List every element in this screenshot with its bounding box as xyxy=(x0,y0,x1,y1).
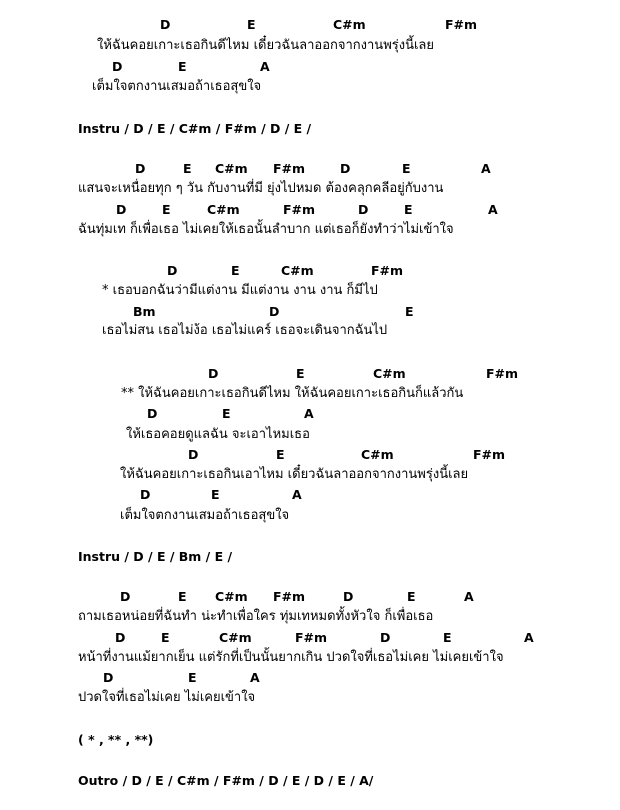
chord-label: E xyxy=(404,202,413,217)
chord-label: E xyxy=(188,670,197,685)
chord-label: E xyxy=(443,630,452,645)
chord-label: D xyxy=(340,161,351,176)
section-label: Instru / D / E / C#m / F#m / D / E / xyxy=(78,121,312,136)
chord-label: A xyxy=(488,202,498,217)
chord-label: C#m xyxy=(333,17,366,32)
lyric-line: ** ให้ฉันคอยเกาะเธอกินดีไหม ให้ฉันคอยเกาะเธอกินก็แล้วกัน xyxy=(121,386,464,401)
chord-label: E xyxy=(247,17,256,32)
section-label: Outro / D / E / C#m / F#m / D / E / D / E / A/ xyxy=(78,773,374,788)
chord-label: C#m xyxy=(215,161,248,176)
chord-label: E xyxy=(407,589,416,604)
chord-label: D xyxy=(343,589,354,604)
lyric-line: ปวดใจที่เธอไม่เคย ไม่เคยเข้าใจ xyxy=(78,690,256,705)
chord-label: A xyxy=(292,487,302,502)
chord-label: F#m xyxy=(445,17,478,32)
section-label: ( * , ** , **) xyxy=(78,732,154,747)
chord-label: E xyxy=(222,406,231,421)
chord-label: D xyxy=(188,447,199,462)
chord-label: C#m xyxy=(281,263,314,278)
chord-label: F#m xyxy=(371,263,404,278)
chord-label: A xyxy=(481,161,491,176)
chord-label: D xyxy=(208,366,219,381)
chord-label: Bm xyxy=(133,304,156,319)
chord-label: D xyxy=(269,304,280,319)
chord-label: F#m xyxy=(473,447,506,462)
chord-label: D xyxy=(380,630,391,645)
chord-label: D xyxy=(140,487,151,502)
chord-label: E xyxy=(161,630,170,645)
lyric-line: แสนจะเหนื่อยทุก ๆ วัน กับงานที่มี ยุ่งไปหมด ต้องคลุกคลีอยู่กับงาน xyxy=(78,181,444,196)
lyric-line: ถามเธอหน่อยที่ฉันทำ น่ะทำเพื่อใคร ทุ่มเทหมดทั้งหัวใจ ก็เพื่อเธอ xyxy=(78,609,434,624)
lyric-line: เต็มใจตกงานเสมอถ้าเธอสุขใจ xyxy=(120,508,290,523)
chord-label: D xyxy=(358,202,369,217)
chord-label: F#m xyxy=(486,366,519,381)
lyric-line: ให้ฉันคอยเกาะเธอกินเอาไหม เดี๋ยวฉันลาออกจากงานพรุ่งนี้เลย xyxy=(120,467,469,482)
lyric-line: เต็มใจตกงานเสมอถ้าเธอสุขใจ xyxy=(92,79,262,94)
lyric-line: * เธอบอกฉันว่ามีแต่งาน มีแต่งาน งาน งาน ก็มีไป xyxy=(102,283,378,298)
section-label: Instru / D / E / Bm / E / xyxy=(78,549,233,564)
chord-label: E xyxy=(183,161,192,176)
chord-label: A xyxy=(260,59,270,74)
chord-label: D xyxy=(160,17,171,32)
chord-label: A xyxy=(524,630,534,645)
chord-label: D xyxy=(115,630,126,645)
chord-label: E xyxy=(162,202,171,217)
chord-label: A xyxy=(304,406,314,421)
chord-label: C#m xyxy=(215,589,248,604)
chord-label: E xyxy=(402,161,411,176)
chord-label: D xyxy=(120,589,131,604)
chord-label: D xyxy=(147,406,158,421)
chord-label: D xyxy=(103,670,114,685)
chord-label: C#m xyxy=(361,447,394,462)
chord-label: D xyxy=(135,161,146,176)
chord-label: E xyxy=(231,263,240,278)
chord-label: C#m xyxy=(207,202,240,217)
chord-label: F#m xyxy=(273,589,306,604)
chord-label: E xyxy=(178,589,187,604)
lyric-line: ให้ฉันคอยเกาะเธอกินดีไหม เดี๋ยวฉันลาออกจากงานพรุ่งนี้เลย xyxy=(97,38,435,53)
chord-label: C#m xyxy=(373,366,406,381)
chord-label: E xyxy=(178,59,187,74)
chord-label: E xyxy=(405,304,414,319)
chord-label: A xyxy=(464,589,474,604)
chord-label: C#m xyxy=(219,630,252,645)
chord-label: F#m xyxy=(273,161,306,176)
chord-label: D xyxy=(167,263,178,278)
chord-label: F#m xyxy=(295,630,328,645)
chord-label: D xyxy=(112,59,123,74)
chord-label: A xyxy=(250,670,260,685)
lyric-line: ให้เธอคอยดูแลฉัน จะเอาไหมเธอ xyxy=(126,427,310,442)
chord-label: F#m xyxy=(283,202,316,217)
chord-label: E xyxy=(296,366,305,381)
chord-label: E xyxy=(276,447,285,462)
lyric-line: เธอไม่สน เธอไม่ง้อ เธอไม่แคร์ เธอจะเดินจากฉันไป xyxy=(102,323,388,338)
lyric-line: หน้าที่งานแม้ยากเย็น แต่รักที่เป็นนั้นยากเกิน ปวดใจที่เธอไม่เคย ไม่เคยเข้าใจ xyxy=(78,650,504,665)
chord-label: D xyxy=(116,202,127,217)
lyric-line: ฉันทุ่มเท ก็เพื่อเธอ ไม่เคยให้เธอนั้นลำบาก แต่เธอก็ยังทำว่าไม่เข้าใจ xyxy=(78,222,454,237)
chord-label: E xyxy=(211,487,220,502)
